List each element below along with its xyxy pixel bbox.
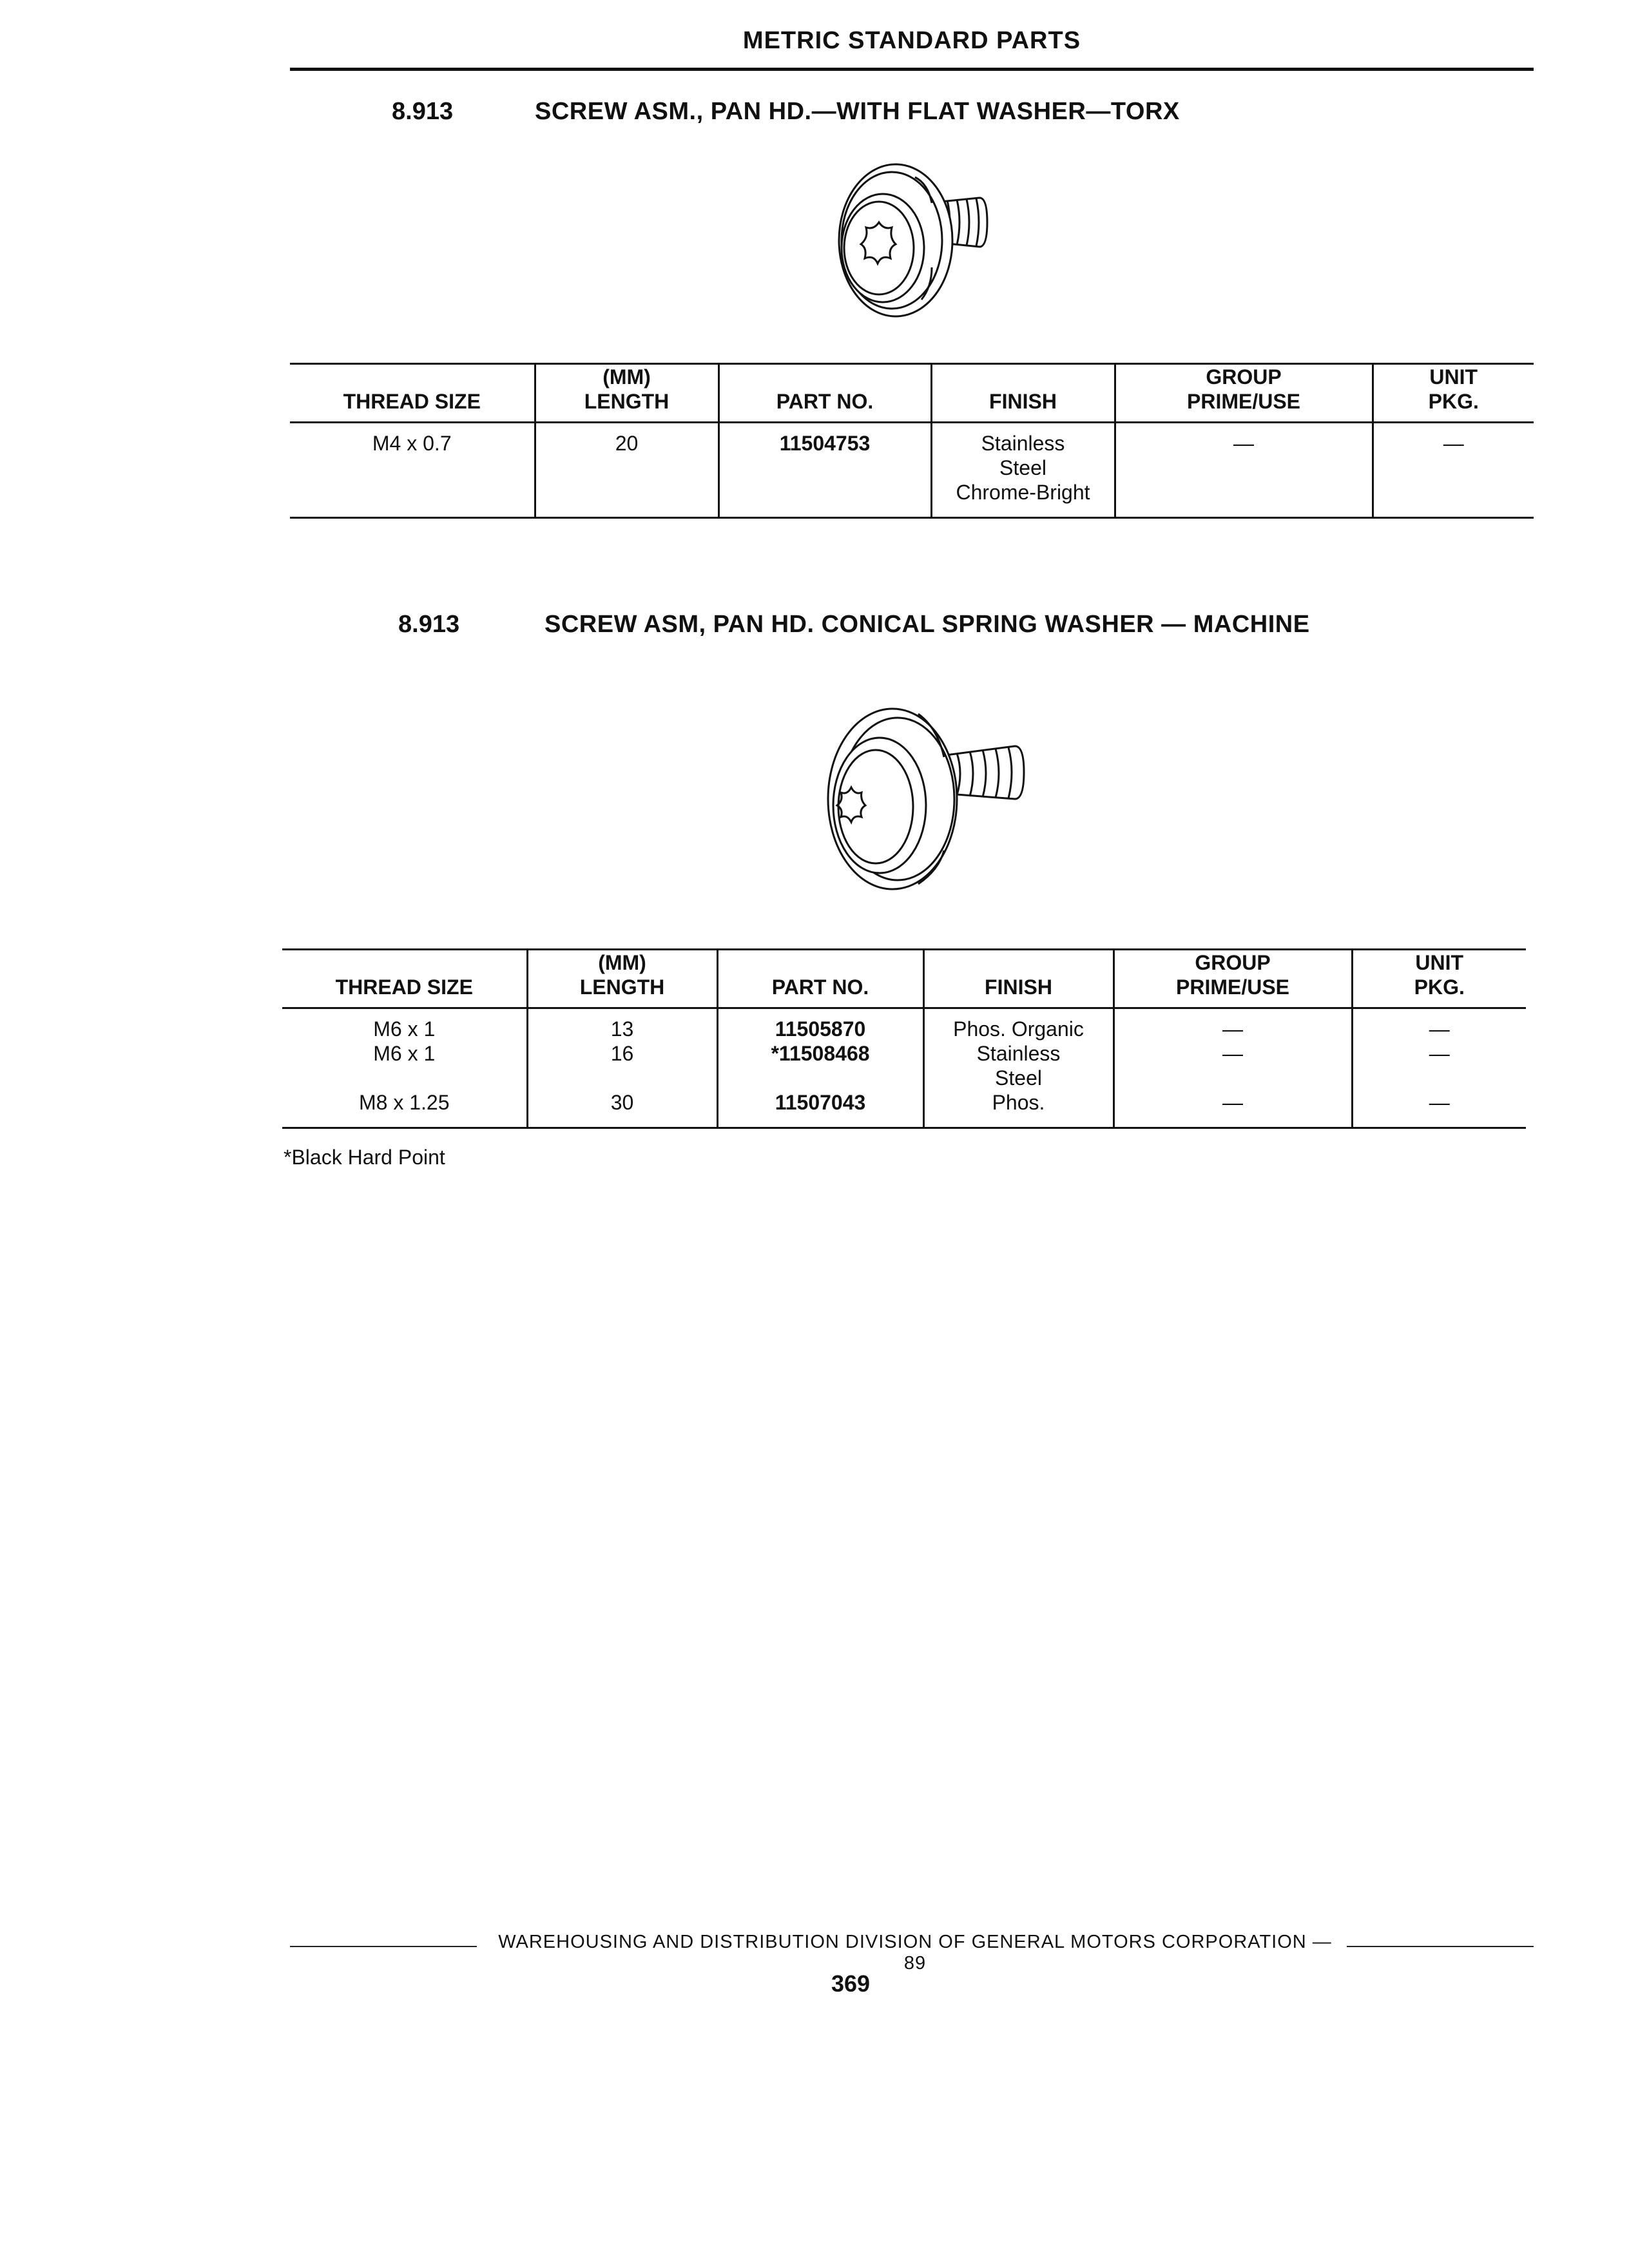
header-thread-size: THREAD SIZE xyxy=(290,364,535,423)
header-finish: FINISH xyxy=(931,364,1115,423)
section-1-number: 8.913 xyxy=(392,98,454,125)
cell-length: 20 xyxy=(535,423,718,518)
header-group: GROUP PRIME/USE xyxy=(1115,364,1373,423)
footer-rule-right xyxy=(1347,1946,1534,1947)
header-rule xyxy=(290,68,1534,71)
table-header-row xyxy=(290,364,1534,423)
cell-unit-pkg: — — — xyxy=(1352,1008,1526,1128)
page-title: METRIC STANDARD PARTS xyxy=(742,27,1081,54)
table-header-row xyxy=(282,950,1526,1008)
footnote: *Black Hard Point xyxy=(284,1146,445,1169)
section-2-title: SCREW ASM, PAN HD. CONICAL SPRING WASHER — MACHINE xyxy=(545,611,1310,638)
cell-thread-size: M4 x 0.7 xyxy=(290,423,535,518)
footer-text: WAREHOUSING AND DISTRIBUTION DIVISION OF GENERAL MOTORS CORPORATION — 89 xyxy=(498,1932,1332,1974)
header-thread-size: THREAD SIZE xyxy=(282,950,527,1008)
header-length: (MM) LENGTH xyxy=(527,950,717,1008)
cell-thread-size: M6 x 1 M6 x 1 M8 x 1.25 xyxy=(282,1008,527,1128)
torx-screw-conical-washer-icon xyxy=(822,696,1041,896)
torx-screw-flat-washer-icon xyxy=(818,158,1025,325)
parts-table-2 xyxy=(282,948,1526,1129)
header-part-no: PART NO. xyxy=(718,364,931,423)
page-number: 369 xyxy=(831,1970,871,1997)
cell-part-no: 11504753 xyxy=(718,423,931,518)
section-2-number: 8.913 xyxy=(398,611,460,638)
header-group: GROUP PRIME/USE xyxy=(1113,950,1352,1008)
footer-rule-left xyxy=(290,1946,477,1947)
header-finish: FINISH xyxy=(923,950,1113,1008)
cell-unit-pkg: — xyxy=(1373,423,1534,518)
cell-length: 13 16 30 xyxy=(527,1008,717,1128)
table-row xyxy=(290,423,1534,518)
table-row xyxy=(282,1008,1526,1128)
header-unit-pkg: UNIT PKG. xyxy=(1373,364,1534,423)
header-part-no: PART NO. xyxy=(717,950,923,1008)
cell-finish: Phos. Organic Stainless Steel Phos. xyxy=(923,1008,1113,1128)
section-1-title: SCREW ASM., PAN HD.—WITH FLAT WASHER—TORX xyxy=(535,98,1180,125)
header-unit-pkg: UNIT PKG. xyxy=(1352,950,1526,1008)
cell-group: — xyxy=(1115,423,1373,518)
header-length: (MM) LENGTH xyxy=(535,364,718,423)
cell-finish: Stainless Steel Chrome-Bright xyxy=(931,423,1115,518)
cell-group: — — — xyxy=(1113,1008,1352,1128)
cell-part-no: 11505870 *11508468 11507043 xyxy=(717,1008,923,1128)
parts-table-1 xyxy=(290,363,1534,519)
